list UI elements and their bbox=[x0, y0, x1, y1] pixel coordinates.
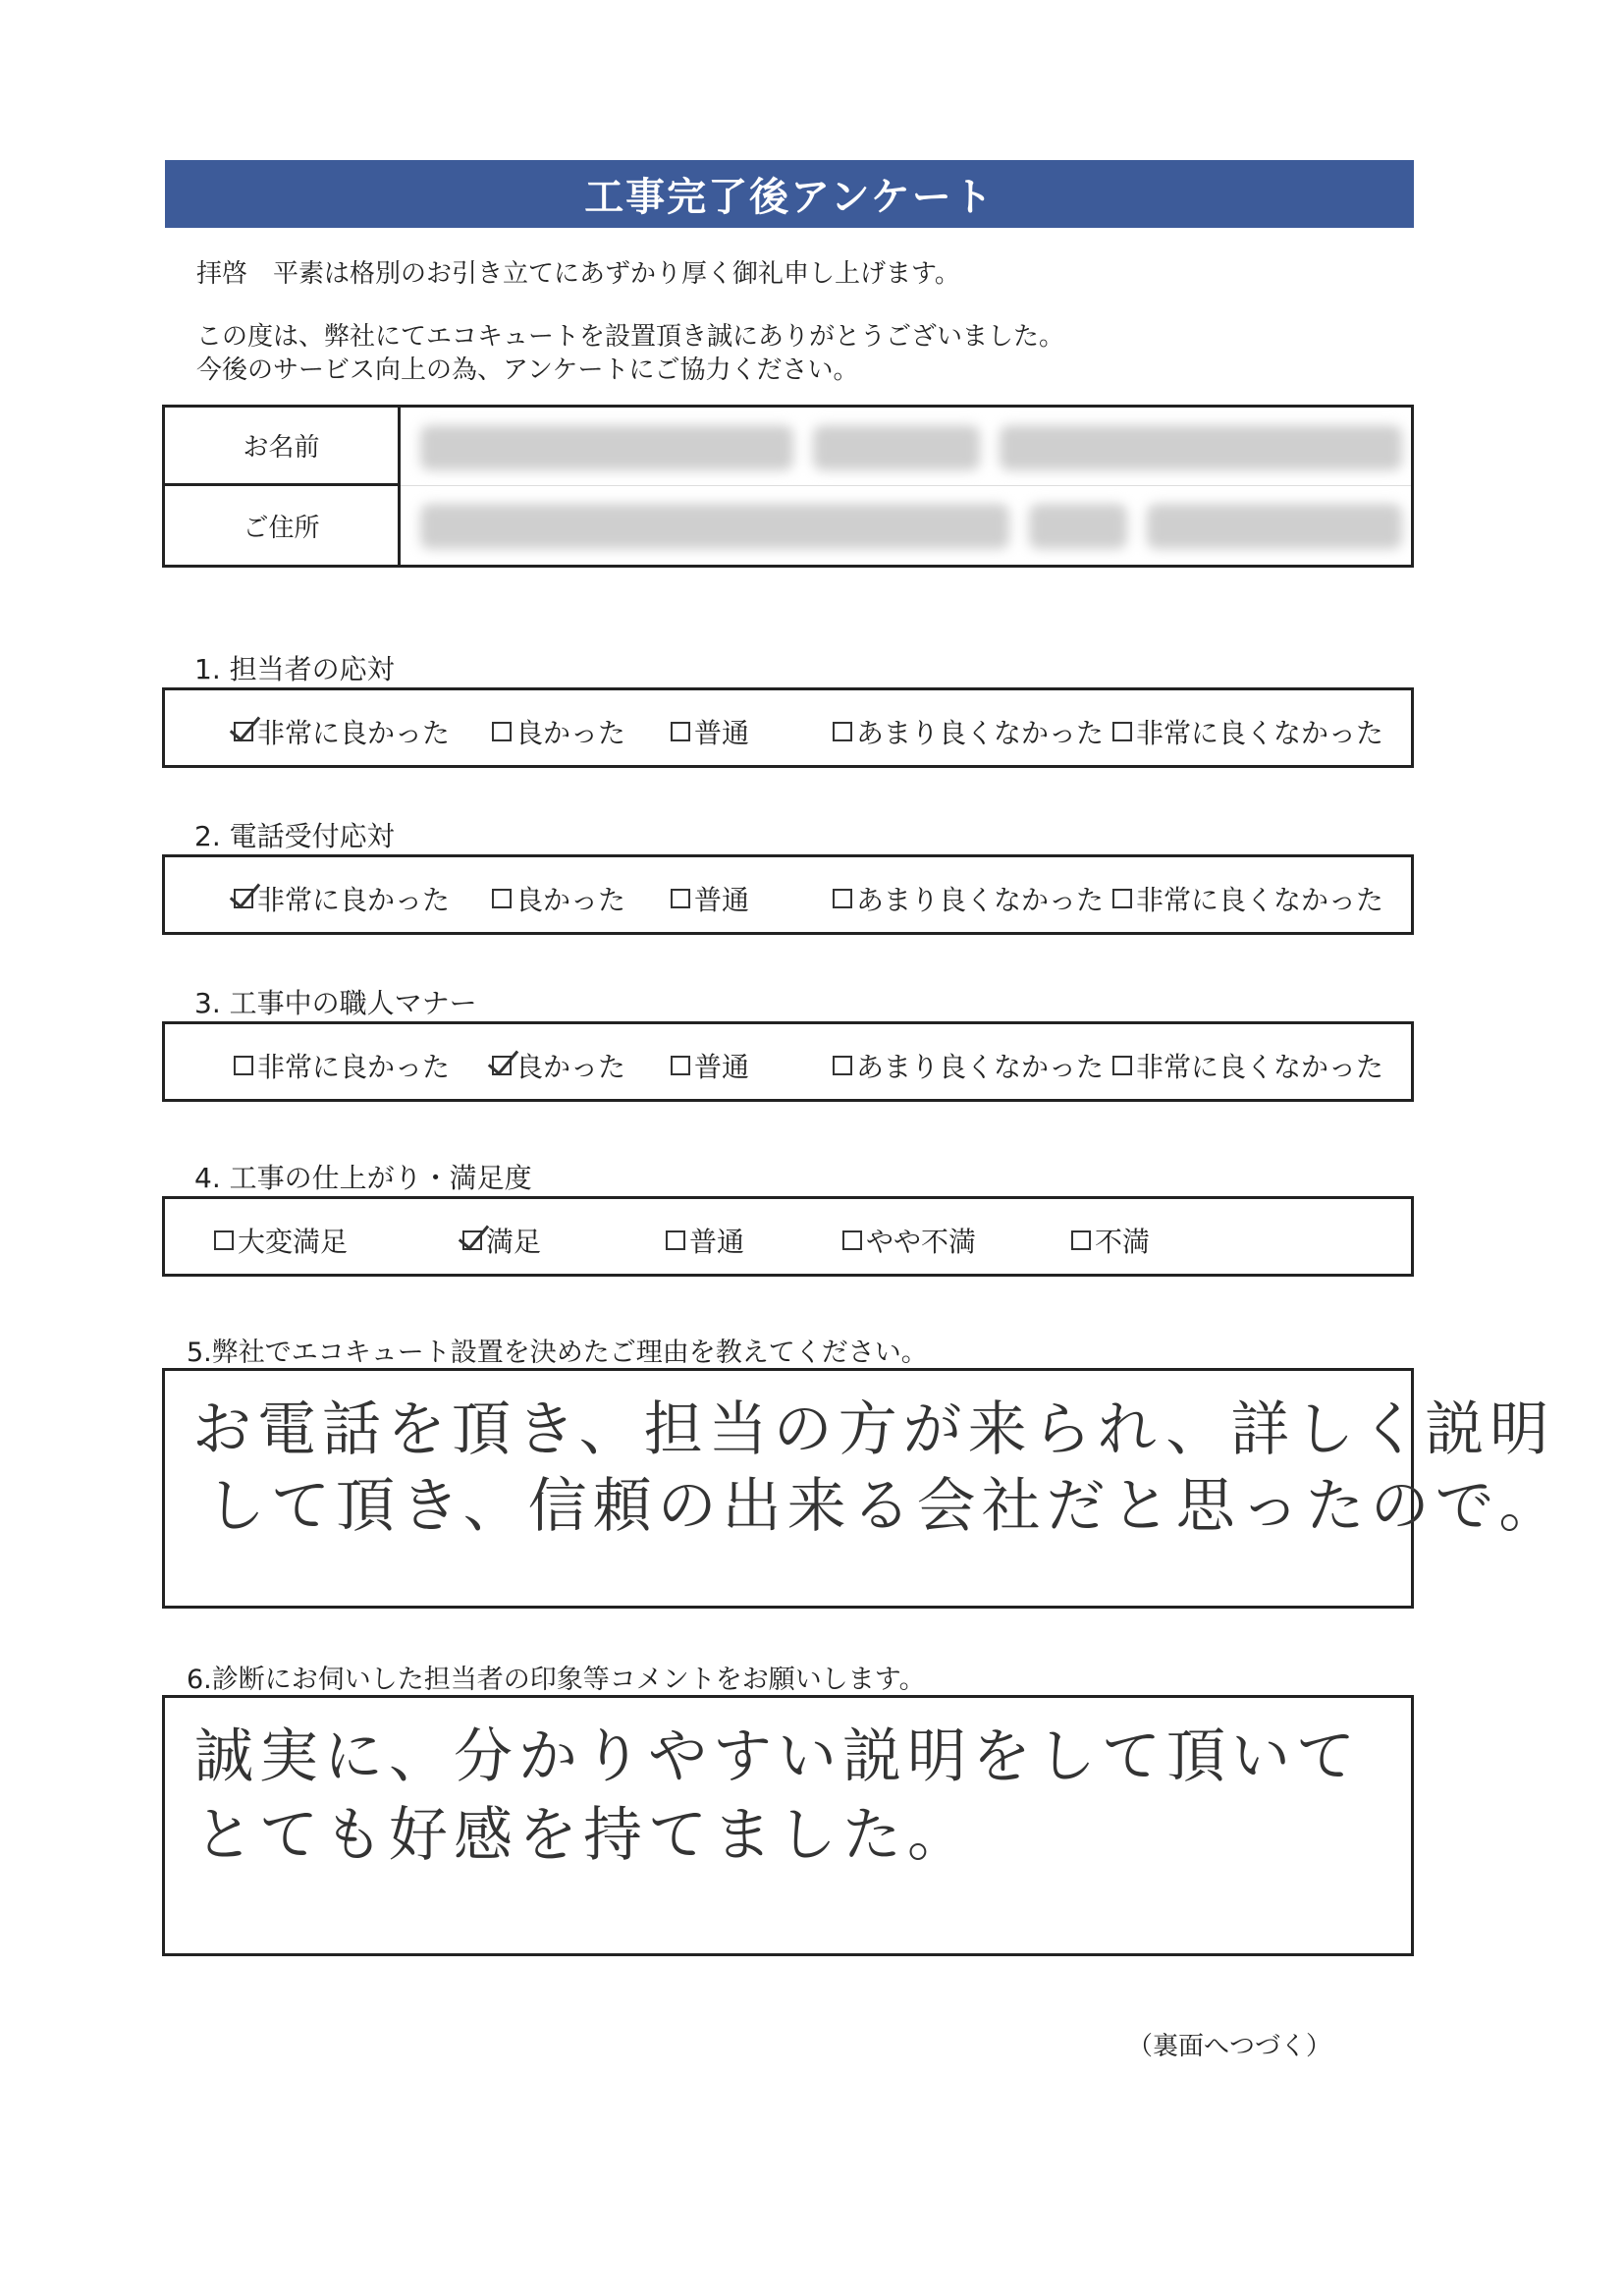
checkbox-icon[interactable] bbox=[666, 1230, 685, 1250]
checkmark-icon bbox=[488, 1043, 518, 1075]
checkbox-icon[interactable] bbox=[671, 889, 690, 908]
checkbox-icon[interactable] bbox=[234, 1056, 253, 1075]
q2-option-5[interactable]: 非常に良くなかった bbox=[1112, 879, 1383, 918]
question-6-answer-box[interactable] bbox=[162, 1695, 1414, 1956]
checkbox-icon[interactable] bbox=[671, 1056, 690, 1075]
checkbox-icon[interactable] bbox=[833, 889, 852, 908]
continued-on-back-note: （裏面へつづく） bbox=[1127, 2032, 1332, 2061]
question-1-options bbox=[162, 687, 1414, 768]
question-4-label: 4. 工事の仕上がり・満足度 bbox=[194, 1162, 532, 1194]
q5-answer-line-1: お電話を頂き、担当の方が来られ、詳しく説明 bbox=[192, 1395, 1555, 1464]
q5-answer-line-2: して頂き、信頼の出来る会社だと思ったので。 bbox=[206, 1472, 1564, 1541]
checkbox-icon[interactable] bbox=[462, 1230, 482, 1250]
q6-answer-line-2: とても好感を持てました。 bbox=[194, 1801, 972, 1870]
checkmark-icon bbox=[230, 876, 260, 908]
intro-thanks: この度は、弊社にてエコキュートを設置頂き誠にありがとうございました。 bbox=[196, 322, 1065, 352]
question-5-answer-box[interactable] bbox=[162, 1368, 1564, 1609]
checkbox-icon[interactable] bbox=[492, 722, 512, 741]
q1-option-1[interactable]: 非常に良かった bbox=[234, 712, 450, 751]
customer-info-table bbox=[162, 405, 1414, 568]
q1-option-2[interactable]: 良かった bbox=[492, 712, 625, 751]
q1-option-3[interactable]: 普通 bbox=[671, 712, 749, 751]
checkbox-icon[interactable] bbox=[842, 1230, 862, 1250]
question-1-label: 1. 担当者の応対 bbox=[194, 653, 395, 685]
q2-option-4[interactable]: あまり良くなかった bbox=[833, 879, 1104, 918]
q3-option-5[interactable]: 非常に良くなかった bbox=[1112, 1046, 1383, 1085]
question-2-label: 2. 電話受付応対 bbox=[194, 820, 395, 852]
q4-option-2[interactable]: 満足 bbox=[462, 1221, 541, 1260]
checkbox-icon[interactable] bbox=[833, 722, 852, 741]
address-value-redacted bbox=[401, 486, 1411, 565]
q3-option-2[interactable]: 良かった bbox=[492, 1046, 625, 1085]
q4-option-3[interactable]: 普通 bbox=[666, 1221, 744, 1260]
q4-option-5[interactable]: 不満 bbox=[1071, 1221, 1150, 1260]
checkbox-icon[interactable] bbox=[234, 889, 253, 908]
q2-option-2[interactable]: 良かった bbox=[492, 879, 625, 918]
question-4-options bbox=[162, 1196, 1414, 1277]
checkmark-icon bbox=[459, 1218, 489, 1250]
q6-answer-line-1: 誠実に、分かりやすい説明をして頂いて bbox=[194, 1722, 1361, 1791]
q1-option-4[interactable]: あまり良くなかった bbox=[833, 712, 1104, 751]
q3-option-4[interactable]: あまり良くなかった bbox=[833, 1046, 1104, 1085]
checkbox-icon[interactable] bbox=[671, 722, 690, 741]
checkbox-icon[interactable] bbox=[833, 1056, 852, 1075]
checkbox-icon[interactable] bbox=[492, 1056, 512, 1075]
q3-option-1[interactable]: 非常に良かった bbox=[234, 1046, 450, 1085]
checkmark-icon bbox=[230, 709, 260, 741]
checkbox-icon[interactable] bbox=[234, 722, 253, 741]
question-2-options bbox=[162, 854, 1414, 935]
question-3-options bbox=[162, 1021, 1414, 1102]
name-label: お名前 bbox=[165, 408, 401, 486]
name-value-redacted bbox=[401, 408, 1411, 486]
checkbox-icon[interactable] bbox=[1112, 889, 1132, 908]
q4-option-4[interactable]: やや不満 bbox=[842, 1221, 976, 1260]
intro-greeting: 拝啓 平素は格別のお引き立てにあずかり厚く御礼申し上げます。 bbox=[196, 259, 960, 289]
q2-option-1[interactable]: 非常に良かった bbox=[234, 879, 450, 918]
address-label: ご住所 bbox=[165, 486, 401, 565]
q1-option-5[interactable]: 非常に良くなかった bbox=[1112, 712, 1383, 751]
checkbox-icon[interactable] bbox=[1112, 1056, 1132, 1075]
question-6-label: 6.診断にお伺いした担当者の印象等コメントをお願いします。 bbox=[187, 1665, 926, 1695]
checkbox-icon[interactable] bbox=[1071, 1230, 1091, 1250]
checkbox-icon[interactable] bbox=[214, 1230, 234, 1250]
q3-option-3[interactable]: 普通 bbox=[671, 1046, 749, 1085]
intro-request: 今後のサービス向上の為、アンケートにご協力ください。 bbox=[196, 355, 859, 385]
checkbox-icon[interactable] bbox=[1112, 722, 1132, 741]
q2-option-3[interactable]: 普通 bbox=[671, 879, 749, 918]
q4-option-1[interactable]: 大変満足 bbox=[214, 1221, 348, 1260]
question-5-label: 5.弊社でエコキュート設置を決めたご理由を教えてください。 bbox=[187, 1338, 928, 1368]
question-3-label: 3. 工事中の職人マナー bbox=[194, 987, 477, 1019]
checkbox-icon[interactable] bbox=[492, 889, 512, 908]
page-title: 工事完了後アンケート bbox=[165, 160, 1414, 228]
